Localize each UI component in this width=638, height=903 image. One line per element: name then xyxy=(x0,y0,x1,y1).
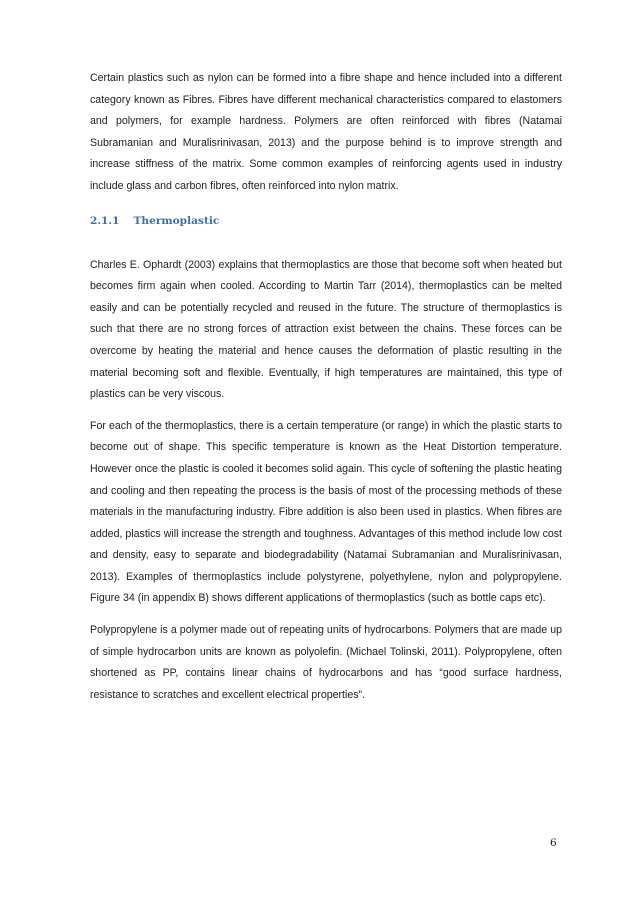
section-heading xyxy=(90,210,562,232)
paragraph-polypropylene: Polypropylene is a polymer made out of repeating units of hydrocarbons. Polymers that are made up of simple hydrocarbon units are known as polyolefin. (Michael Tolinski, 2011). Polypropylene, often shortened as PP, contains linear chains of hydrocarbons and has “good surface hardness, resistance to scratches and excellent electrical properties”. xyxy=(90,624,562,701)
section-number: 2.1.1 xyxy=(90,214,120,227)
intro-paragraph: Certain plastics such as nylon can be formed into a fibre shape and hence included into a different category known as Fibres. Fibres have different mechanical characteristics compared to elastomers and polymers, for example hardness. Polymers are often reinforced with fibres (Natamai Subramanian and Muralisrinivasan, 2013) and the purpose behind is to improve strength and increase stiffness of the matrix. Some common examples of reinforcing agents used in industry include glass and carbon fibres, often reinforced into nylon matrix. xyxy=(90,72,562,192)
page-number: 6 xyxy=(550,837,557,849)
section-title: Thermoplastic xyxy=(133,214,220,227)
paragraph-heat-distortion: For each of the thermoplastics, there is a certain temperature (or range) in which the plastic starts to become out of shape. This specific temperature is known as the Heat Distortion temperature. However once the plastic is cooled it becomes solid again. This cycle of softening the plastic heating and cooling and then repeating the process is the basis of most of the processing methods of these materials in the manufacturing industry. Fibre addition is also been used in plastics. When fibres are added, plastics will increase the strength and toughness. Advantages of this method include low cost and density, easy to separate and biodegradability (Natamai Subramanian and Muralisrinivasan, 2013). Examples of thermoplastics include polystyrene, polyethylene, nylon and polypropylene. Figure 34 (in appendix B) shows different applications of thermoplastics (such as bottle caps etc). xyxy=(90,419,562,605)
page-content xyxy=(90,68,562,706)
paragraph-thermoplastics-definition: Charles E. Ophardt (2003) explains that thermoplastics are those that become soft when heated but becomes firm again when cooled. According to Martin Tarr (2014), thermoplastics can be melted easily and can be potentially recycled and reused in the future. The structure of thermoplastics is such that there are no strong forces of attraction exist between the chains. These forces can be overcome by heating the material and hence causes the deformation of plastic resulting in the material becoming soft and flexible. Eventually, if high temperatures are maintained, this type of plastics can be very viscous. xyxy=(90,258,562,401)
